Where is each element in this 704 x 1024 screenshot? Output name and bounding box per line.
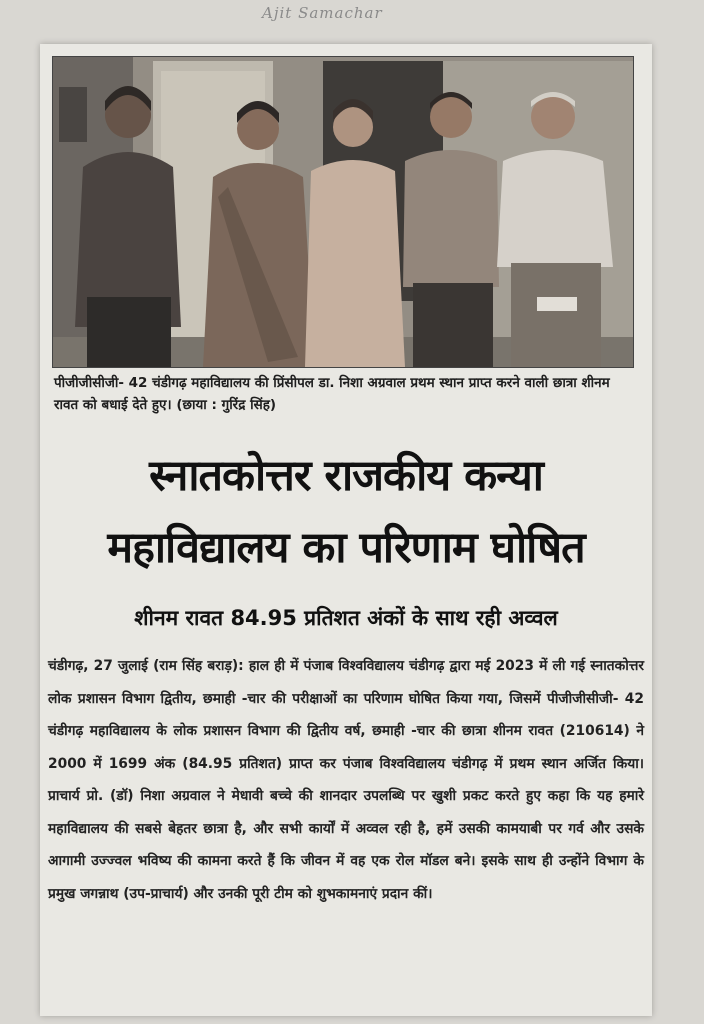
newspaper-clipping	[40, 44, 652, 1016]
group-photo-illustration	[53, 57, 633, 367]
article-text: हाल ही में पंजाब विश्वविद्यालय चंडीगढ़ द्वारा मई 2023 में ली गई स्नातकोत्तर लोक प्रशासन विभाग द्वितीय, छमाही -चार की परीक्षाओं का परिणाम घोषित किया गया, जिसमें पीजीजीसीजी- 42 चंडीगढ़ महाविद्यालय के लोक प्रशासन विभाग की द्वितीय वर्ष, छमाही -चार की छात्रा शीनम रावत (210614) ने 2000 में 1699 अंक (84.95 प्रतिशत) प्राप्त कर पंजाब विश्वविद्यालय चंडीगढ़ में प्रथम स्थान अर्जित किया। प्राचार्य प्रो. (डॉ) निशा अग्रवाल ने मेधावी बच्चे की शानदार उपलब्धि पर खुशी प्रकट करते हुए कहा कि यह हमारे महाविद्यालय की सबसे बेहतर छात्रा है, और सभी कार्यों में अव्वल रही है, हमें उसकी कामयाबी पर गर्व और उसके आगामी उज्ज्वल भविष्य की कामना करते हैं कि जीवन में वह एक रोल मॉडल बने। इसके साथ ही उन्होंने विभाग के प्रमुख जगन्नाथ (उप-प्राचार्य) और उनकी पूरी टीम को शुभकामनाएं प्रदान कीं।	[48, 658, 644, 902]
headline-line-2: महाविद्यालय का परिणाम घोषित	[107, 523, 585, 573]
group-photo	[52, 56, 634, 368]
article-dateline: चंडीगढ़, 27 जुलाई (राम सिंह बराड़):	[48, 658, 244, 674]
handwritten-source-note: Ajit Samachar	[262, 4, 383, 22]
photo-caption: पीजीजीसीजी- 42 चंडीगढ़ महाविद्यालय की प्रिंसीपल डा. निशा अग्रवाल प्रथम स्थान प्राप्त करने वाली छात्रा शीनम रावत को बधाई देते हुए। (छाया : गुरिंद्र सिंह)	[54, 375, 610, 413]
headline-line-1: स्नातकोत्तर राजकीय कन्या	[149, 451, 543, 501]
subheadline: शीनम रावत 84.95 प्रतिशत अंकों के साथ रही अव्वल	[134, 606, 558, 630]
article-body	[48, 650, 644, 910]
headline	[44, 440, 648, 584]
